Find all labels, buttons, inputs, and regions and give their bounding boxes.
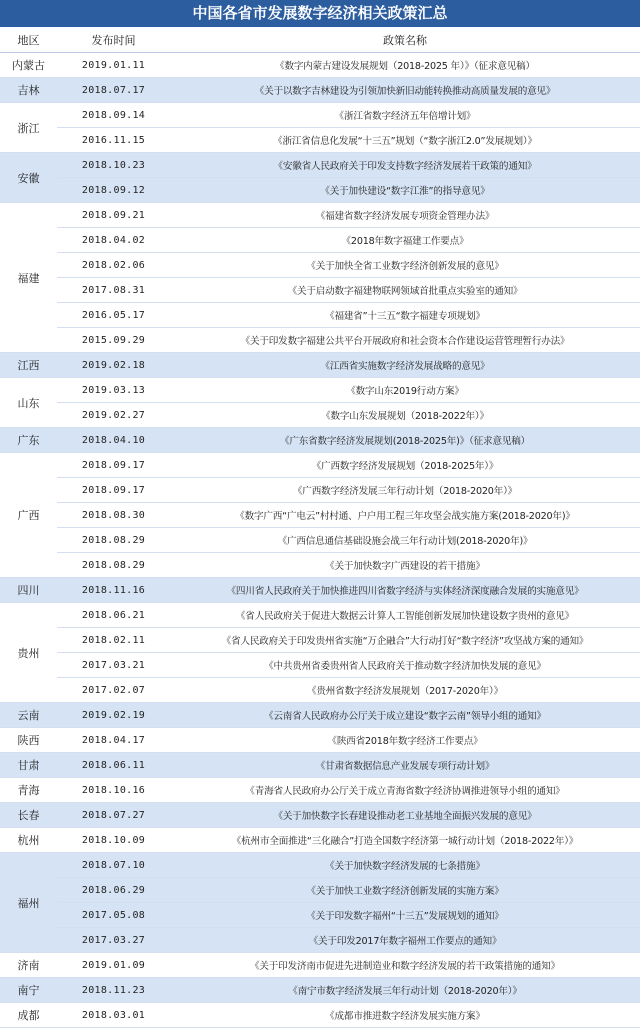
table-row — [0, 853, 640, 878]
region-cell: 甘肃 — [0, 753, 57, 778]
policy-cell: 《省人民政府关于促进大数据云计算人工智能创新发展加快建设数字贵州的意见》 — [170, 603, 640, 628]
table-row — [0, 728, 640, 753]
policy-cell: 《青海省人民政府办公厅关于成立青海省数字经济协调推进领导小组的通知》 — [170, 778, 640, 803]
date-cell: 2018.06.29 — [57, 878, 170, 903]
table-row — [0, 203, 640, 228]
date-cell: 2017.03.21 — [57, 653, 170, 678]
date-cell: 2018.07.27 — [57, 803, 170, 828]
date-cell: 2018.10.23 — [57, 153, 170, 178]
policy-cell: 《安徽省人民政府关于印发支持数字经济发展若干政策的通知》 — [170, 153, 640, 178]
table-row — [0, 428, 640, 453]
date-cell: 2017.05.08 — [57, 903, 170, 928]
policy-cell: 《关于加快建设“数字江淮”的指导意见》 — [170, 178, 640, 203]
header-policy: 政策名称 — [170, 27, 640, 53]
table-row — [0, 128, 640, 153]
region-cell: 安徽 — [0, 153, 57, 203]
policy-cell: 《数字山东2019行动方案》 — [170, 378, 640, 403]
table-row — [0, 53, 640, 78]
policy-cell: 《数字山东发展规划（2018-2022年）》 — [170, 403, 640, 428]
date-cell: 2016.11.15 — [57, 128, 170, 153]
table-row — [0, 303, 640, 328]
date-cell: 2018.03.01 — [57, 1003, 170, 1028]
table-row — [0, 878, 640, 903]
table-row — [0, 803, 640, 828]
region-cell: 吉林 — [0, 78, 57, 103]
region-cell: 福州 — [0, 853, 57, 953]
region-cell: 贵州 — [0, 603, 57, 703]
region-cell: 四川 — [0, 578, 57, 603]
date-cell: 2018.06.21 — [57, 603, 170, 628]
date-cell: 2018.07.17 — [57, 78, 170, 103]
policy-cell: 《关于印发数字福建公共平台开展政府和社会资本合作建设运营管理暂行办法》 — [170, 328, 640, 353]
table-row — [0, 753, 640, 778]
table-row — [0, 603, 640, 628]
policy-cell: 《2018年数字福建工作要点》 — [170, 228, 640, 253]
table-row — [0, 78, 640, 103]
header-region: 地区 — [0, 27, 57, 53]
table-row — [0, 953, 640, 978]
policy-cell: 《关于加快全省工业数字经济创新发展的意见》 — [170, 253, 640, 278]
date-cell: 2019.02.18 — [57, 353, 170, 378]
date-cell: 2019.01.11 — [57, 53, 170, 78]
policy-cell: 《关于加快数字广西建设的若干措施》 — [170, 553, 640, 578]
policy-cell: 《陕西省2018年数字经济工作要点》 — [170, 728, 640, 753]
date-cell: 2016.05.17 — [57, 303, 170, 328]
region-cell: 南宁 — [0, 978, 57, 1003]
table-row — [0, 353, 640, 378]
policy-cell: 《中共贵州省委贵州省人民政府关于推动数字经济加快发展的意见》 — [170, 653, 640, 678]
table-row — [0, 578, 640, 603]
table-row — [0, 678, 640, 703]
table-row — [0, 403, 640, 428]
policy-cell: 《广西信息通信基础设施会战三年行动计划(2018-2020年)》 — [170, 528, 640, 553]
table-row — [0, 478, 640, 503]
date-cell: 2019.02.27 — [57, 403, 170, 428]
region-cell: 青海 — [0, 778, 57, 803]
table-row — [0, 553, 640, 578]
date-cell: 2017.02.07 — [57, 678, 170, 703]
region-cell: 杭州 — [0, 828, 57, 853]
policy-cell: 《福建省”十三五“数字福建专项规划》 — [170, 303, 640, 328]
date-cell: 2015.09.29 — [57, 328, 170, 353]
policy-cell: 《省人民政府关于印发贵州省实施“万企融合”大行动打好“数字经济”攻坚战方案的通知》 — [170, 628, 640, 653]
date-cell: 2018.02.11 — [57, 628, 170, 653]
date-cell: 2018.07.10 — [57, 853, 170, 878]
region-cell: 陕西 — [0, 728, 57, 753]
date-cell: 2018.09.12 — [57, 178, 170, 203]
date-cell: 2018.02.06 — [57, 253, 170, 278]
table-row — [0, 778, 640, 803]
policy-cell: 《成都市推进数字经济发展实施方案》 — [170, 1003, 640, 1028]
table-row — [0, 378, 640, 403]
table-row — [0, 278, 640, 303]
policy-cell: 《数字广西“广电云”村村通、户户用工程三年攻坚会战实施方案(2018-2020年)》 — [170, 503, 640, 528]
date-cell: 2018.08.29 — [57, 528, 170, 553]
region-cell: 江西 — [0, 353, 57, 378]
region-cell: 成都 — [0, 1003, 57, 1028]
region-cell: 长春 — [0, 803, 57, 828]
table-row — [0, 153, 640, 178]
table-row — [0, 103, 640, 128]
table-row — [0, 503, 640, 528]
date-cell: 2018.04.17 — [57, 728, 170, 753]
table-row — [0, 928, 640, 953]
table-row — [0, 453, 640, 478]
policy-cell: 《江西省实施数字经济发展战略的意见》 — [170, 353, 640, 378]
table-row — [0, 1003, 640, 1028]
date-cell: 2017.08.31 — [57, 278, 170, 303]
table-row — [0, 828, 640, 853]
policy-cell: 《广西数字经济发展规划（2018-2025年）》 — [170, 453, 640, 478]
date-cell: 2018.11.16 — [57, 578, 170, 603]
table-row — [0, 253, 640, 278]
policy-cell: 《浙江省信息化发展“十三五”规划（“数字浙江2.0”发展规划）》 — [170, 128, 640, 153]
policy-cell: 《甘肃省数据信息产业发展专项行动计划》 — [170, 753, 640, 778]
table-row — [0, 978, 640, 1003]
policy-cell: 《南宁市数字经济发展三年行动计划（2018-2020年）》 — [170, 978, 640, 1003]
date-cell: 2018.10.09 — [57, 828, 170, 853]
policy-cell: 《关于以数字吉林建设为引领加快新旧动能转换推动高质量发展的意见》 — [170, 78, 640, 103]
policy-cell: 《关于加快数字经济发展的七条措施》 — [170, 853, 640, 878]
date-cell: 2018.09.17 — [57, 453, 170, 478]
table-header-row — [0, 27, 640, 53]
date-cell: 2019.01.09 — [57, 953, 170, 978]
policy-cell: 《广东省数字经济发展规划(2018-2025年)》（征求意见稿） — [170, 428, 640, 453]
table-row — [0, 628, 640, 653]
table-row — [0, 228, 640, 253]
date-cell: 2018.04.02 — [57, 228, 170, 253]
policy-cell: 《关于印发济南市促进先进制造业和数字经济发展的若干政策措施的通知》 — [170, 953, 640, 978]
policy-cell: 《广西数字经济发展三年行动计划（2018-2020年）》 — [170, 478, 640, 503]
region-cell: 福建 — [0, 203, 57, 353]
date-cell: 2018.11.23 — [57, 978, 170, 1003]
policy-cell: 《浙江省数字经济五年倍增计划》 — [170, 103, 640, 128]
date-cell: 2019.02.19 — [57, 703, 170, 728]
table-row — [0, 703, 640, 728]
date-cell: 2018.06.11 — [57, 753, 170, 778]
policy-cell: 《云南省人民政府办公厅关于成立建设“数字云南”领导小组的通知》 — [170, 703, 640, 728]
table-row — [0, 328, 640, 353]
policy-cell: 《关于印发2017年数字福州工作要点的通知》 — [170, 928, 640, 953]
region-cell: 云南 — [0, 703, 57, 728]
region-cell: 广西 — [0, 453, 57, 578]
date-cell: 2019.03.13 — [57, 378, 170, 403]
policy-cell: 《关于印发数字福州“十三五”发展规划的通知》 — [170, 903, 640, 928]
date-cell: 2018.08.29 — [57, 553, 170, 578]
region-cell: 内蒙古 — [0, 53, 57, 78]
region-cell: 山东 — [0, 378, 57, 428]
policy-table — [0, 27, 640, 1028]
policy-cell: 《福建省数字经济发展专项资金管理办法》 — [170, 203, 640, 228]
header-date: 发布时间 — [57, 27, 170, 53]
region-cell: 广东 — [0, 428, 57, 453]
date-cell: 2018.09.17 — [57, 478, 170, 503]
policy-cell: 《数字内蒙古建设发展规划（2018-2025 年）》（征求意见稿） — [170, 53, 640, 78]
page-title: 中国各省市发展数字经济相关政策汇总 — [0, 0, 640, 27]
date-cell: 2018.09.14 — [57, 103, 170, 128]
date-cell: 2018.10.16 — [57, 778, 170, 803]
policy-cell: 《贵州省数字经济发展规划（2017-2020年）》 — [170, 678, 640, 703]
date-cell: 2018.08.30 — [57, 503, 170, 528]
policy-cell: 《关于加快数字长春建设推动老工业基地全面振兴发展的意见》 — [170, 803, 640, 828]
table-row — [0, 528, 640, 553]
region-cell: 济南 — [0, 953, 57, 978]
date-cell: 2018.09.21 — [57, 203, 170, 228]
policy-cell: 《四川省人民政府关于加快推进四川省数字经济与实体经济深度融合发展的实施意见》 — [170, 578, 640, 603]
policy-cell: 《杭州市全面推进“三化融合”打造全国数字经济第一城行动计划（2018-2022年）》 — [170, 828, 640, 853]
region-cell: 浙江 — [0, 103, 57, 153]
table-row — [0, 903, 640, 928]
date-cell: 2018.04.10 — [57, 428, 170, 453]
table-row — [0, 653, 640, 678]
table-row — [0, 178, 640, 203]
table-body — [0, 53, 640, 1028]
date-cell: 2017.03.27 — [57, 928, 170, 953]
policy-cell: 《关于加快工业数字经济创新发展的实施方案》 — [170, 878, 640, 903]
policy-cell: 《关于启动数字福建物联网领域首批重点实验室的通知》 — [170, 278, 640, 303]
